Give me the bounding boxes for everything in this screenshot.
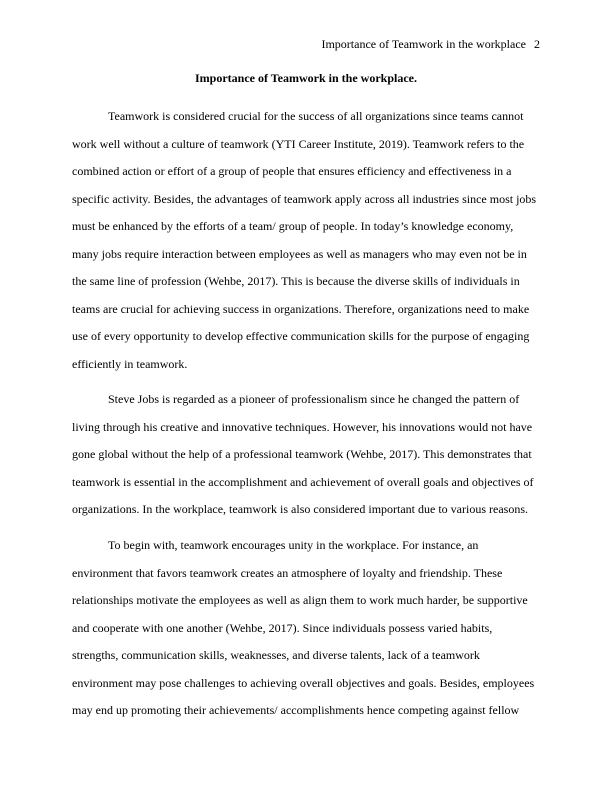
paragraph-3-line: environment may pose challenges to achieving overall objectives and goals. Besides, employees [72,675,535,690]
paragraph-3-line: environment that favors teamwork creates an atmosphere of loyalty and friendship. These [72,565,503,580]
paragraph-1-line: must be enhanced by the efforts of a team/ group of people. In today’s knowledge economy, [72,219,514,233]
paragraph-2-line: Steve Jobs is regarded as a pioneer of professionalism since he changed the pattern of [108,392,520,406]
paragraph-1-line: use of every opportunity to develop effective communication skills for the purpose of engaging [72,329,530,343]
paragraph-2-line: organizations. In the workplace, teamwork is also considered important due to various reasons. [72,502,528,516]
paragraph-2-line: gone global without the help of a professional teamwork (Wehbe, 2017). This demonstrates that [72,447,532,461]
paragraph-3-line: To begin with, teamwork encourages unity in the workplace. For instance, an [108,538,479,552]
paragraph-1-line: the same line of profession (Wehbe, 2017). This is because the diverse skills of individuals in [72,274,520,288]
paragraph-1-line: combined action or effort of a group of people that ensures efficiency and effectiveness in a [72,164,512,178]
running-head-title: Importance of Teamwork in the workplace [321,37,526,51]
page-number: 2 [534,37,540,51]
paragraph-1-line: specific activity. Besides, the advantages of teamwork apply across all industries since most jobs [72,191,537,206]
running-head [321,36,540,52]
paragraph-1-line: many jobs require interaction between employees as well as managers who may even not be in [72,246,527,261]
paragraph-3-line: and cooperate with one another (Wehbe, 2017). Since individuals possess varied habits, [72,620,493,635]
paragraph-3-line: may end up promoting their achievements/ accomplishments hence competing against fellow [72,703,520,717]
paragraph-3-line: relationships motivate the employees as well as align them to work much harder, be supportive [72,593,528,607]
paragraph-3-line: strengths, communication skills, weaknesses, and diverse talents, lack of a teamwork [72,648,480,662]
paragraph-1-line: efficiently in teamwork. [72,356,188,371]
paragraph-1-line: teams are crucial for achieving success in organizations. Therefore, organizations need to make [72,301,530,316]
paragraph-1-line: work well without a culture of teamwork (YTI Career Institute, 2019). Teamwork refers to the [72,136,525,151]
paragraph-1-line: Teamwork is considered crucial for the success of all organizations since teams cannot [108,109,524,123]
document-title: Importance of Teamwork in the workplace. [195,71,417,85]
paragraph-2-line: living through his creative and innovative techniques. However, his innovations would not have [72,419,533,434]
paragraph-2-line: teamwork is essential in the accomplishment and achievement of overall goals and objectives of [72,474,534,489]
